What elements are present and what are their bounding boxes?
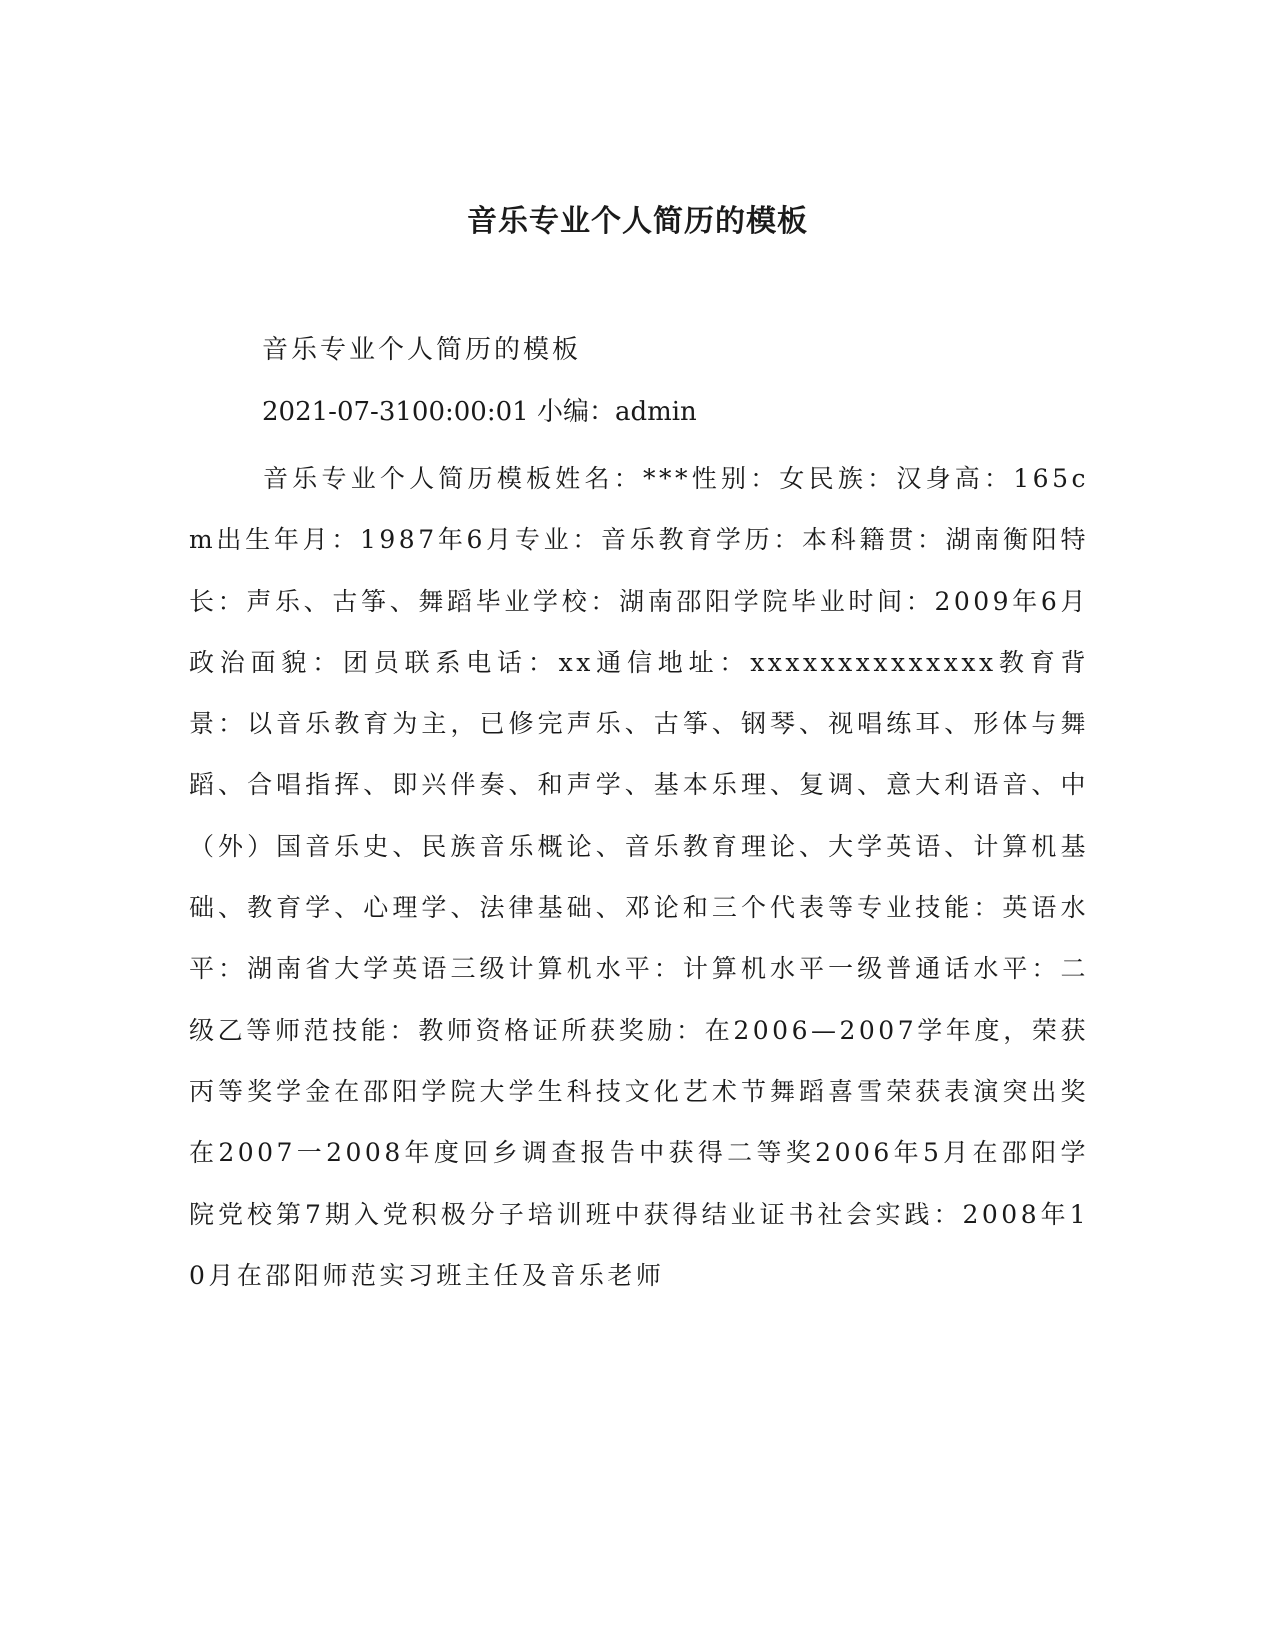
document-subtitle: 音乐专业个人简历的模板 — [262, 335, 582, 365]
post-meta: 2021-07-3100:00:01 小编：admin — [262, 397, 697, 427]
document-title: 音乐专业个人简历的模板 — [467, 204, 808, 239]
resume-body-text: 音乐专业个人简历模板姓名：***性别：女民族：汉身高：165cm出生年月：1987年6月专业：音乐教育学历：本科籍贯：湖南衡阳特长：声乐、古筝、舞蹈毕业学校：湖南邵阳学院毕业时间：2009年6月政治面貌：团员联系电话：xx通信地址：xxxxxxxxxxxxxx教育背景：以音乐教育为主，已修完声乐、古筝、钢琴、视唱练耳、形体与舞蹈、合唱指挥、即兴伴奏、和声学、基本乐理、复调、意大利语音、中（外）国音乐史、民族音乐概论、音乐教育理论、大学英语、计算机基础、教育学、心理学、法律基础、邓论和三个代表等专业技能：英语水平：湖南省大学英语三级计算机水平：计算机水平一级普通话水平：二级乙等师范技能：教师资格证所获奖励：在2006—2007学年度，荣获丙等奖学金在邵阳学院大学生科技文化艺术节舞蹈喜雪荣获表演突出奖在2007一2008年度回乡调查报告中获得二等奖2006年5月在邵阳学院党校第7期入党积极分子培训班中获得结业证书社会实践：2008年10月在邵阳师范实习班主任及音乐老师 — [189, 464, 1089, 1290]
